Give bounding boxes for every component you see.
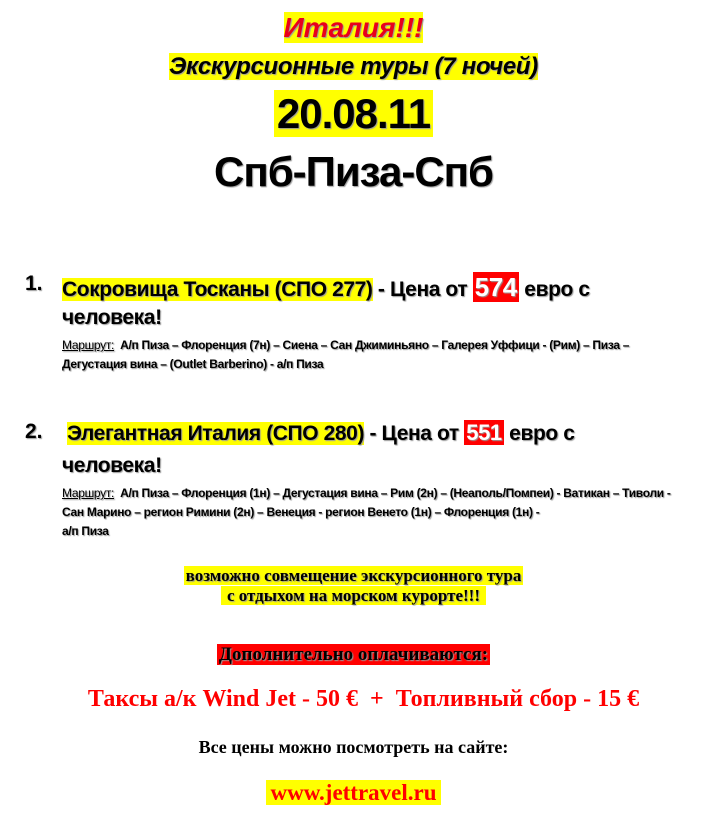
route-text: А/п Пиза – Флоренция (1н) – Дегустация вина – Рим (2н) – (Неаполь/Помпеи) - Ватикан – Тиволи - Сан Марино – регион Римини (2н) – Венеция - регион Венето (1н) – Флоренция (1н) -: [62, 486, 671, 519]
tour-name: Элегантная Италия (СПО 280): [67, 422, 365, 445]
date-heading: [0, 90, 707, 138]
route-end: а/п Пиза: [62, 524, 109, 538]
tour-name: Сокровища Тосканы (СПО 277): [62, 278, 373, 301]
website-link[interactable]: www.jettravel.ru: [266, 780, 440, 805]
tour-title: [62, 272, 590, 303]
combo-line-1: возможно совмещение экскурсионного тура: [185, 566, 522, 585]
route-text: А/п Пиза – Флоренция (7н) – Сиена – Сан Джиминьяно – Галерея Уффици - (Рим) – Пиза – Дегустация вина – (Outlet Barberino) - а/п Пиза: [62, 338, 630, 371]
tour-route: [62, 336, 682, 374]
per-person: человека!: [62, 306, 162, 329]
country-text: Италия!!!: [283, 12, 424, 43]
combo-note: [0, 566, 707, 606]
all-prices-note: Все цены можно посмотреть на сайте:: [198, 737, 509, 757]
route-heading: Спб-Пиза-Спб: [214, 148, 493, 195]
country-heading: [0, 12, 707, 44]
route-label: Маршрут:: [62, 338, 115, 352]
tour-title: [67, 420, 575, 446]
combo-line-2: с отдыхом на морском курорте!!!: [221, 586, 486, 605]
taxes-line: Таксы а/к Wind Jet - 50 € + Топливный сбор - 15 €: [87, 686, 640, 712]
extra-label-text: Дополнительно оплачиваются:: [218, 644, 489, 665]
date-text: 20.08.11: [274, 90, 433, 137]
tour-number: 2.: [25, 420, 43, 443]
price-prefix: - Цена от: [364, 422, 465, 445]
tour-price: 574: [474, 272, 517, 302]
tour-type-heading: [0, 53, 707, 81]
website-link-wrap: [0, 780, 707, 806]
price-suffix: евро с: [518, 278, 590, 301]
tour-route: [62, 484, 682, 541]
per-person: человека!: [62, 454, 162, 477]
tour-type-text: Экскурсионные туры (7 ночей): [169, 53, 538, 80]
tour-number: 1.: [25, 272, 43, 295]
price-prefix: - Цена от: [372, 278, 473, 301]
tour-price: 551: [466, 420, 502, 445]
route-label: Маршрут:: [62, 486, 115, 500]
price-suffix: евро с: [503, 422, 575, 445]
extra-charges-label: [0, 644, 707, 666]
